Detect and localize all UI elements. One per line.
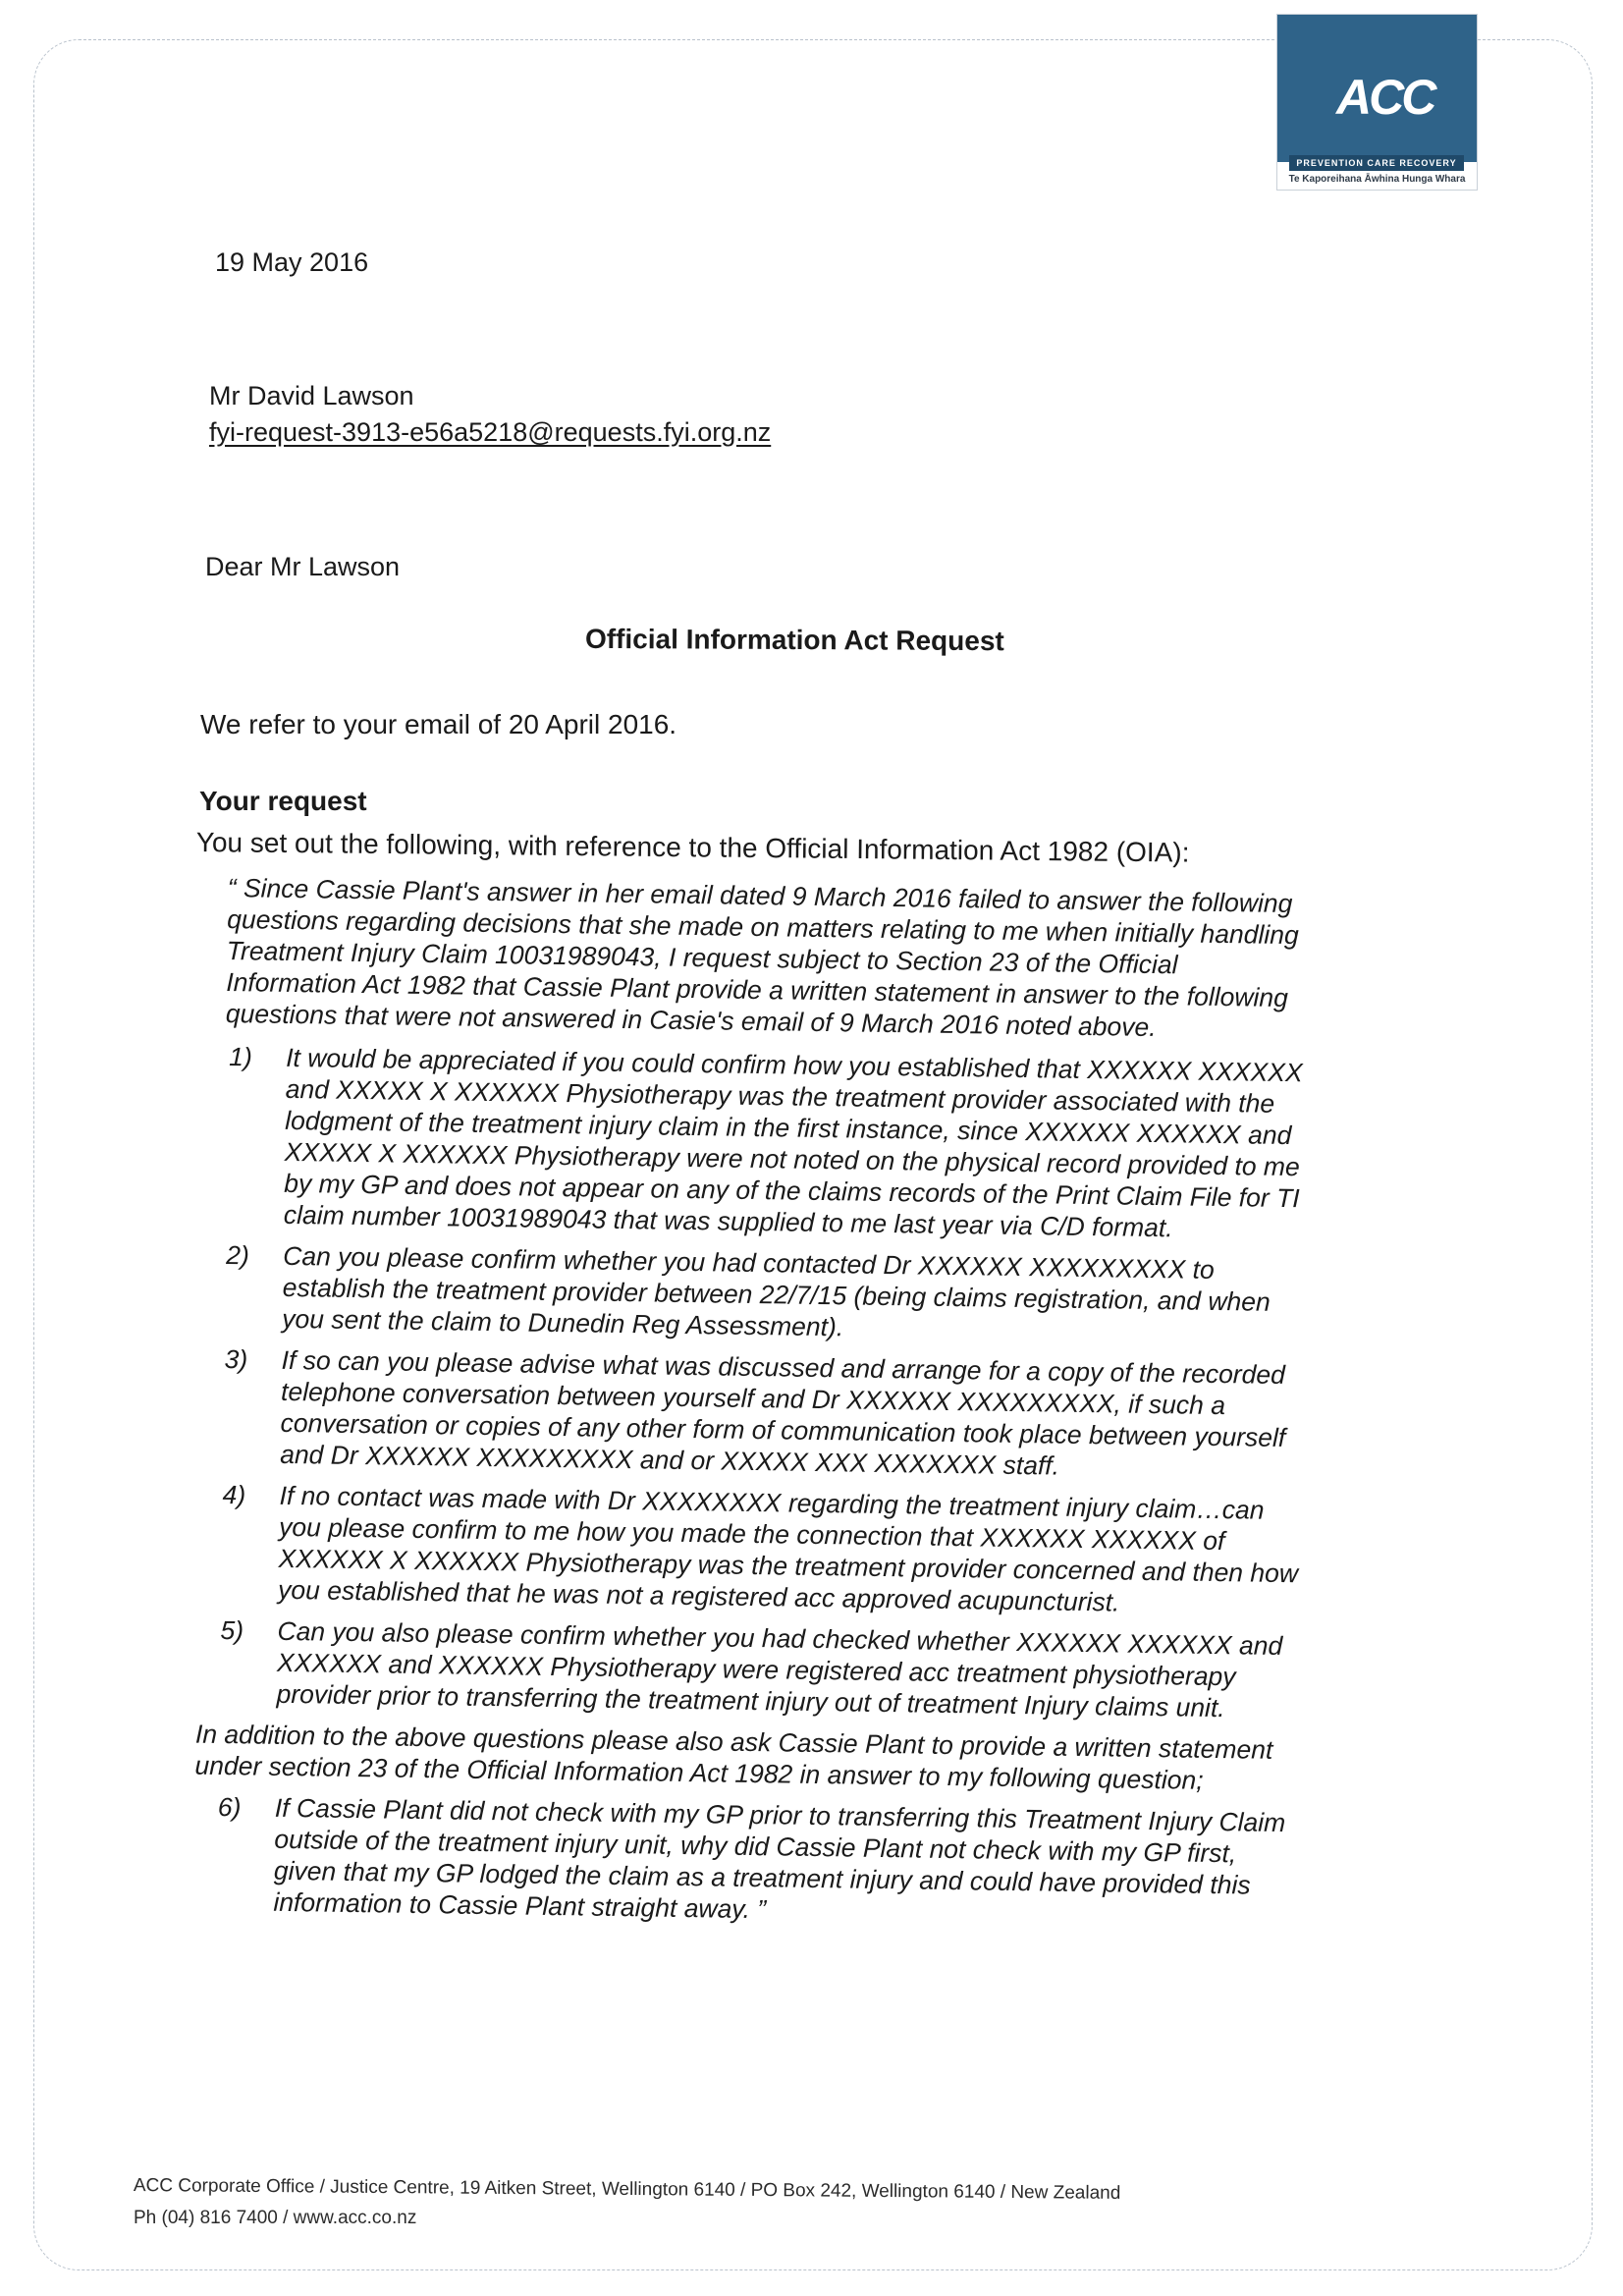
- list-item-number: 2): [225, 1240, 250, 1271]
- quoted-request: [194, 872, 1406, 1944]
- list-item-text: If Cassie Plant did not check with my GP prior to transferring this Treatment Injury Claim outside of the treatment injury unit, why did Cassie Plant not check with my GP first, given that my GP lodged the claim as a treatment injury and could have provided this information to Cassie Plant straight away. ”: [273, 1792, 1286, 1925]
- footer-contact: Ph (04) 816 7400 / www.acc.co.nz: [134, 2208, 417, 2228]
- list-item-text: It would be appreciated if you could confirm how you established that XXXXXX XXXXXX and XXXXX X XXXXXX Physiotherapy was the treatment provider associated with the lodgment of the treatment injury claim in the first instance, since XXXXXX XXXXXX and XXXXX X XXXXXX Physiotherapy were not noted on the physical record provided to me by my GP and does not appear on any of the claims records of the Print Claim File for TI claim number 10031989043 that was supplied to me last year via C/D format.: [283, 1042, 1303, 1243]
- logo-tagline: PREVENTION CARE RECOVERY: [1289, 155, 1464, 171]
- list-item: [212, 1791, 1392, 1935]
- list-item: [223, 1041, 1404, 1247]
- letter-subject: Official Information Act Request: [584, 623, 1004, 657]
- intro-paragraph: We refer to your email of 20 April 2016.: [200, 709, 677, 739]
- footer-address: ACC Corporate Office / Justice Centre, 19 Aitken Street, Wellington 6140 / PO Box 242, Wellington 6140 / New Zealand: [133, 2175, 1121, 2204]
- list-item: [217, 1479, 1397, 1622]
- list-item-number: 1): [228, 1042, 253, 1072]
- section-heading-your-request: Your request: [199, 786, 367, 816]
- salutation: Dear Mr Lawson: [205, 552, 401, 581]
- logo-panel: [1277, 15, 1477, 162]
- letter-date: 19 May 2016: [215, 247, 369, 277]
- additional-request-paragraph: In addition to the above questions please also ask Cassie Plant to provide a written statement under section 23 of the Official Information Act 1982 in answer to my following question;: [194, 1719, 1273, 1795]
- logo-wordmark: ACC: [1336, 70, 1434, 125]
- list-item: [221, 1239, 1400, 1351]
- list-item-number: 6): [217, 1791, 242, 1823]
- list-item-text: Can you please confirm whether you had contacted Dr XXXXXX XXXXXXXXX to establish the treatment provider between 22/7/15 (being claims registration, and when you sent the claim to Dunedin Reg Assessment).: [282, 1240, 1271, 1342]
- addressee-name: Mr David Lawson: [209, 381, 414, 410]
- list-item: [215, 1614, 1394, 1726]
- list-item-text: Can you also please confirm whether you had checked whether XXXXXX XXXXXX and XXXXXX and XXXXXX Physiotherapy were registered acc treatment physiotherapy provider prior to transferring the treatment injury out of treatment Injury claims unit.: [276, 1615, 1283, 1723]
- quote-lead-paragraph: “ Since Cassie Plant's answer in her email dated 9 March 2016 failed to answer the following questions regarding decisions that she made on matters relating to me when initially handling Treatment Injury Claim 10031989043, I request subject to Section 23 of the Official Information Act 1982 that Cassie Plant provide a written statement in answer to the following questions that were not answered in Casie's email of 9 March 2016 noted above.: [225, 872, 1299, 1043]
- list-item-number: 3): [224, 1344, 248, 1375]
- list-item-number: 5): [220, 1614, 244, 1646]
- acc-logo: [1276, 14, 1478, 191]
- list-item: [219, 1343, 1399, 1487]
- logo-maori-name: Te Kaporeihana Āwhina Hunga Whara: [1288, 174, 1466, 185]
- addressee-email-link[interactable]: fyi-request-3913-e56a5218@requests.fyi.org.nz: [209, 417, 772, 447]
- list-item-number: 4): [222, 1479, 246, 1510]
- request-intro: You set out the following, with reference to the Official Information Act 1982 (OIA):: [195, 827, 1190, 868]
- list-item-text: If so can you please advise what was discussed and arrange for a copy of the recorded telephone conversation between yourself and Dr XXXXXX XXXXXXXXX, if such a conversation or copies of any other form of communication took place between yourself and Dr XXXXXX XXXXXXXXX and or XXXXX XXX XXXXXXX staff.: [279, 1344, 1286, 1481]
- list-item-text: If no contact was made with Dr XXXXXXXX regarding the treatment injury claim…can you please confirm to me how you made the connection that XXXXXX XXXXXX of XXXXXX X XXXXXX Physiotherapy was the treatment provider concerned and then how you established that he was not a registered acc approved acupuncturist.: [277, 1480, 1299, 1617]
